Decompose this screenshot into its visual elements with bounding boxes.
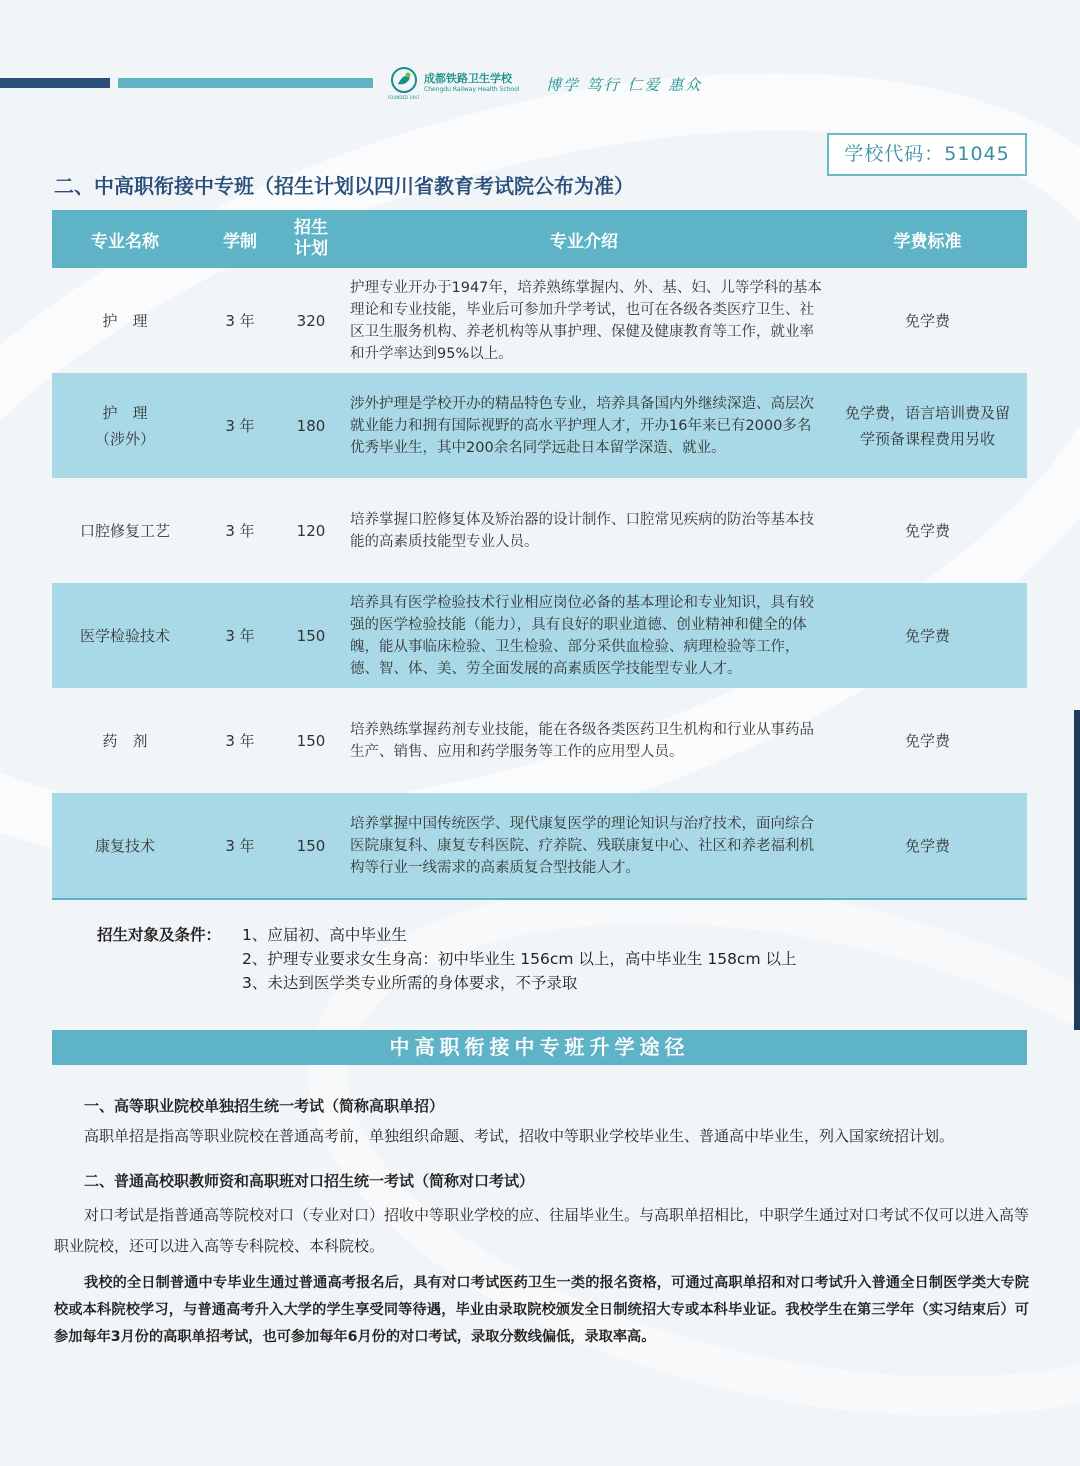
major-fee: 免学费 <box>904 731 950 750</box>
major-plan: 150 <box>296 731 326 750</box>
header-intro: 专业介绍 <box>550 231 618 252</box>
major-years: 3 年 <box>225 522 255 540</box>
major-plan: 180 <box>296 416 326 435</box>
major-years: 3 年 <box>225 627 255 645</box>
condition-item: 1、应届初、高中毕业生 <box>242 926 407 944</box>
conditions-list <box>242 923 882 995</box>
summary-paragraph: 我校的全日制普通中专毕业生通过普通高考报名后，具有对口考试医药卫生一类的报名资格，可通过高职单招和对口考试升入普通全日制医学类大专院校或本科院校学习，与普通高考升入大学的学生享受同等待遇，毕业由录取院校颁发全日制统招大专或本科毕业证。我校学生在第三学年（实习结束后）可参加每年3月份的高职单招考试，也可参加每年6月份的对口考试，录取分数线偏低，录取率高。 <box>54 1275 1029 1345</box>
table-row <box>52 478 1027 583</box>
school-motto: 博学 笃行 仁爱 惠众 <box>546 76 703 94</box>
table-header <box>52 210 1027 268</box>
logo-subtext: FOUNDED 1947 <box>388 95 420 100</box>
pathway-2-title: 二、普通高校职教师资和高职班对口招生统一考试（简称对口考试） <box>84 1172 535 1190</box>
header-fee: 学费标准 <box>893 231 962 252</box>
school-name-cn: 成都铁路卫生学校 <box>424 72 512 85</box>
section-title: 二、中高职衔接中专班（招生计划以四川省教育考试院公布为准） <box>54 174 634 198</box>
major-name: 口腔修复工艺 <box>79 522 170 540</box>
major-name: 医学检验技术 <box>79 627 170 645</box>
major-fee: 免学费 <box>904 836 950 855</box>
pathway-banner: 中高职衔接中专班升学途径 <box>52 1030 1027 1065</box>
conditions-label: 招生对象及条件： <box>97 926 222 944</box>
header-years: 学制 <box>223 231 257 252</box>
major-plan: 150 <box>296 626 326 645</box>
condition-item: 3、未达到医学类专业所需的身体要求，不予录取 <box>242 974 578 992</box>
side-accent-bar <box>1074 710 1080 1030</box>
major-intro: 培养具有医学检验技术行业相应岗位必备的基本理论和专业知识，具有较强的医学检验技能（能力），具有良好的职业道德、创业精神和健全的体魄，能从事临床检验、卫生检验、部分采供血检验、病理检验等工作，德、智、体、美、劳全面发展的高素质医学技能型专业人才。 <box>350 594 814 677</box>
pathway-1-text: 高职单招是指高等职业院校在普通高考前，单独组织命题、考试，招收中等职业学校毕业生、普通高中毕业生，列入国家统招计划。 <box>84 1127 955 1145</box>
header-plan-line1: 招生 <box>294 218 328 238</box>
major-name <box>52 310 198 331</box>
major-name-line2: （涉外） <box>94 429 155 448</box>
major-intro: 培养掌握中国传统医学、现代康复医学的理论知识与治疗技术，面向综合医院康复科、康复专科医院、疗养院、残联康复中心、社区和养老福利机构等行业一线需求的高素质复合型技能人才。 <box>350 815 814 876</box>
major-years: 3 年 <box>225 417 255 435</box>
major-years: 3 年 <box>225 837 255 855</box>
major-plan: 120 <box>296 521 326 540</box>
header-plan <box>282 218 340 260</box>
header-accent-dark <box>0 78 110 88</box>
table-row <box>52 583 1027 688</box>
major-intro: 涉外护理是学校开办的精品特色专业，培养具备国内外继续深造、高层次就业能力和拥有国际视野的高水平护理人才，开办16年来已有2000多名优秀毕业生，其中200余名同学远赴日本留学深造、就业。 <box>350 395 814 456</box>
table-row <box>52 688 1027 793</box>
condition-item: 2、护理专业要求女生身高：初中毕业生 156cm 以上，高中毕业生 158cm 以上 <box>242 950 797 968</box>
major-intro: 培养掌握口腔修复体及矫治器的设计制作、口腔常见疾病的防治等基本技能的高素质技能型专业人员。 <box>350 511 814 550</box>
major-name-line1: 护 理 <box>102 403 148 422</box>
school-code-box: 学校代码：51045 <box>827 133 1027 176</box>
header-plan-line2: 计划 <box>294 239 328 259</box>
majors-table <box>52 210 1027 900</box>
table-bottom-rule <box>52 898 1027 900</box>
school-name-en: Chengdu Railway Health School <box>424 86 520 93</box>
major-plan: 320 <box>296 311 326 330</box>
major-intro: 护理专业开办于1947年，培养熟练掌握内、外、基、妇、儿等学科的基本理论和专业技能，毕业后可参加升学考试，也可在各级各类医疗卫生、社区卫生服务机构、养老机构等从事护理、保健及健康教育等工作，就业率和升学率达到95%以上。 <box>350 279 822 362</box>
major-years: 3 年 <box>225 732 255 750</box>
major-name: 康复技术 <box>94 837 155 855</box>
major-fee: 免学费 <box>904 626 950 645</box>
header-accent-teal <box>118 78 373 88</box>
major-name-line1: 护 理 <box>102 312 148 330</box>
pathway-1-title: 一、高等职业院校单独招生统一考试（简称高职单招） <box>84 1097 445 1115</box>
table-row <box>52 793 1027 898</box>
major-plan: 150 <box>296 836 326 855</box>
major-name <box>52 400 198 452</box>
pathway-2-text: 对口考试是指普通高等院校对口（专业对口）招收中等职业学校的应、往届毕业生。与高职单招相比，中职学生通过对口考试不仅可以进入高等职业院校，还可以进入高等专科院校、本科院校。 <box>54 1206 1030 1255</box>
header-name: 专业名称 <box>91 231 159 252</box>
major-fee: 免学费 <box>904 521 950 540</box>
major-name: 药 剂 <box>102 732 148 750</box>
major-years: 3 年 <box>225 312 255 330</box>
major-fee: 免学费，语言培训费及留学预备课程费用另收 <box>844 403 1010 448</box>
table-row <box>52 373 1027 478</box>
table-row <box>52 268 1027 373</box>
major-fee: 免学费 <box>904 311 950 330</box>
major-intro: 培养熟练掌握药剂专业技能，能在各级各类医药卫生机构和行业从事药品生产、销售、应用和药学服务等工作的应用型人员。 <box>350 721 814 760</box>
school-logo-icon <box>390 66 418 94</box>
